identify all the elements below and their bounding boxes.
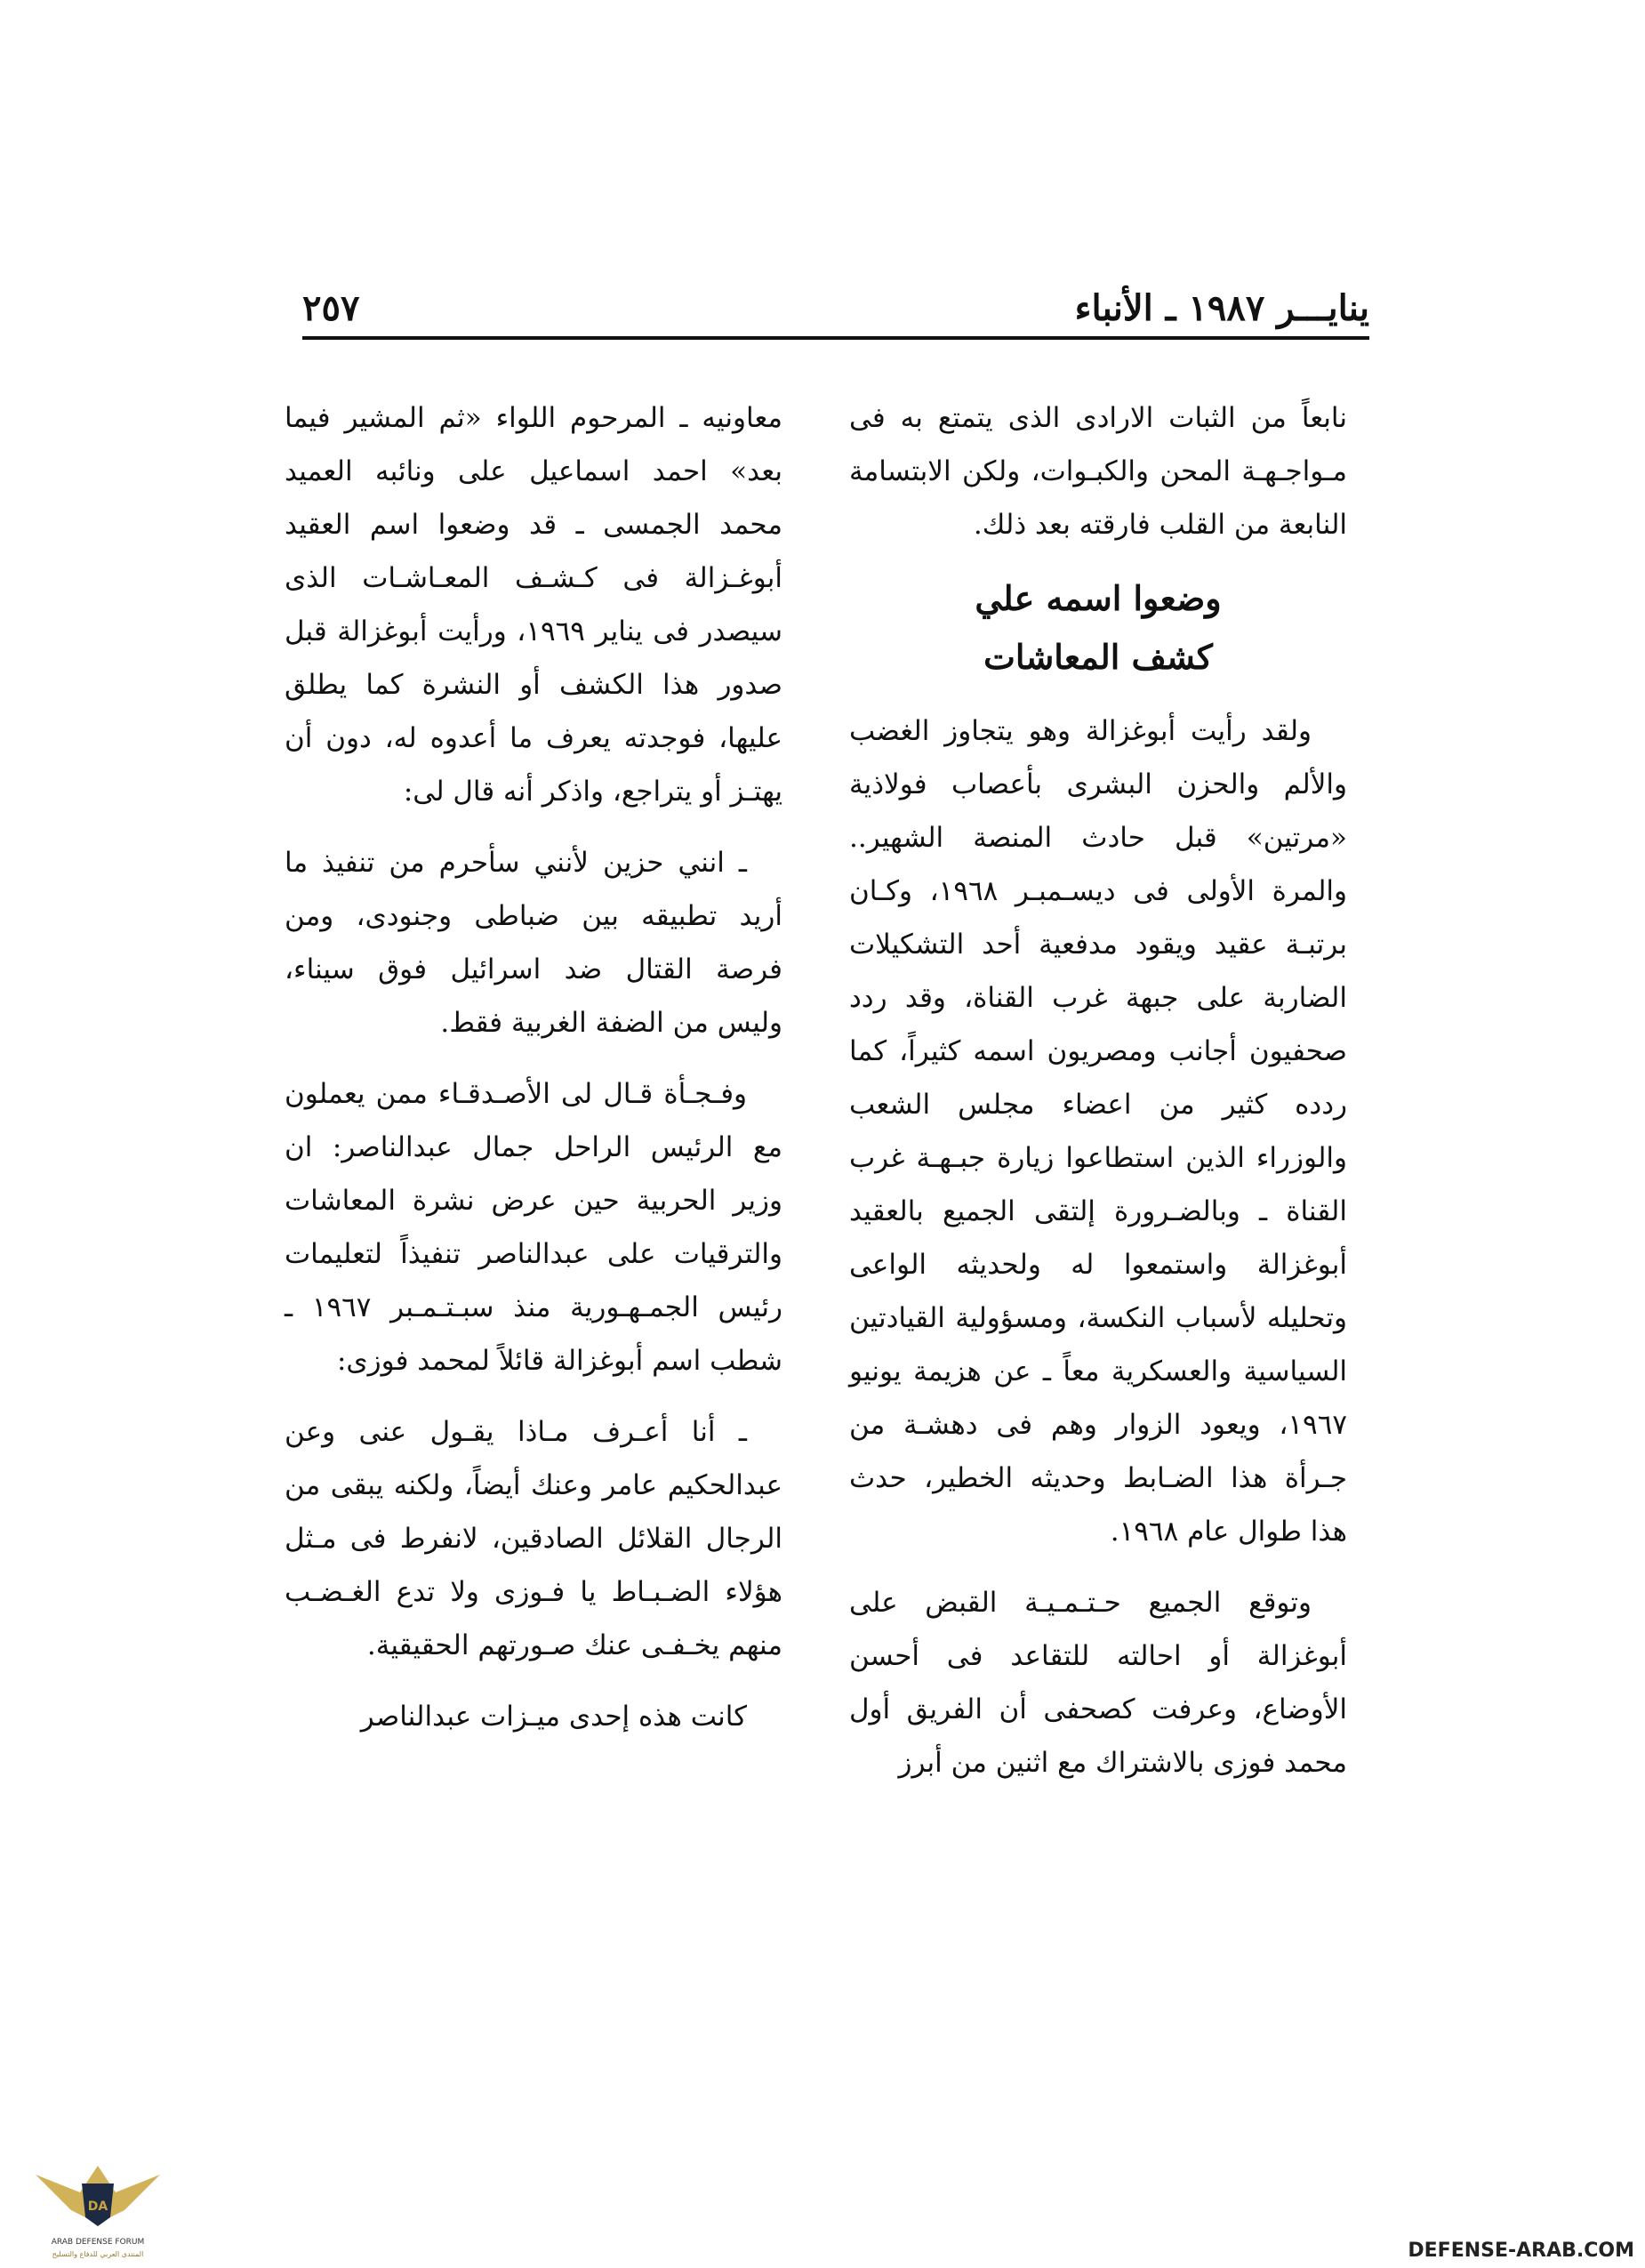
quote-paragraph: ـ انني حزين لأنني سأحرم من تنفيذ ما أريد تطبيقه بين ضباطى وجنودى، ومن فرصة القتال ضد اسرائيل فوق سيناء، وليس من الضفة الغربية فقط. [285,847,782,1039]
right-column [849,391,1347,1807]
paragraph: ولقد رأيت أبوغزالة وهو يتجاوز الغضب والألم والحزن البشرى بأعصاب فولاذية «مرتين» قبل حادث المنصة الشهير.. والمرة الأولى فى ديسـمبـر ١٩٦٨، وكـان برتبـة عقيد ويقود مدفعية أحد التشكيلات الضاربة على جبهة غرب القناة، وقد ردد صحفيون أجانب ومصريون اسمه كثيراً، كما ردده كثير من اعضاء مجلس الشعب والوزراء الذين استطاعوا زيارة جبـهـة غرب القناة ـ وبالضـرورة إلتقى الجميع بالعقيد أبوغزالة واستمعوا له ولحديثه الواعى وتحليله لأسباب النكسة، ومسؤولية القيادتين السياسية والعسكرية معاً ـ عن هزيمة يونيو ١٩٦٧، ويعود الزوار وهم فى دهشـة من جـرأة هذا الضـابط وحديثه الخطير، حدث هذا طوال عام ١٩٦٨. [849,715,1347,1548]
svg-text:المنتدى العربي للدفاع والتسليح: المنتدى العربي للدفاع والتسليح [52,2250,144,2258]
left-column [285,391,782,1761]
paragraph: كانت هذه إحدى ميـزات عبدالناصر [360,1701,747,1733]
section-heading [849,569,1347,687]
paragraph: وفـجـأة قـال لى الأصـدقـاء ممن يعملون مع الرئيس الراحل جمال عبدالناصر: ان وزير الحربية حين عرض نشرة المعاشات والترقيات على عبدالناصر تنفيذاً لتعليمات رئيس الجمـهـورية منذ سبـتـمـبر ١٩٦٧ ـ شطب اسم أبوغزالة قائلاً لمحمد فوزى: [285,1078,783,1377]
svg-text:ARAB DEFENSE FORUM: ARAB DEFENSE FORUM [51,2238,145,2247]
page-number: ٢٥٧ [302,287,360,329]
section-heading-line: وضعوا اسمه علي [975,578,1222,618]
paragraph: معاونيه ـ المرحوم اللواء «ثم المشير فيما بعد» احمد اسماعيل على ونائبه العميد محمد الجمسى ـ قد وضعوا اسم العقيد أبوغـزالة فى كـشـف المعـاشـات الذى سيصدر فى يناير ١٩٦٩، ورأيت أبوغزالة قبل صدور هذا الكشف أو النشرة كما يطلق عليها، فوجدته يعرف ما أعدوه له، دون أن يهتـز أو يتراجع، واذكر أنه قال لى: [285,402,782,808]
svg-text:DA: DA [87,2200,108,2214]
watermark-site-url: DEFENSE-ARAB.COM [1408,2240,1634,2262]
running-header [302,276,1369,329]
section-heading-line: كشف المعاشات [983,637,1213,677]
header-rule [302,336,1369,340]
paragraph: وتوقع الجميع حـتـمـيـة القبض على أبوغزالة أو احالته للتقاعد فى أحسن الأوضاع، وعرفت كصحفى أن الفريق أول محمد فوزى بالاشتراك مع اثنين من أبرز [849,1587,1347,1779]
header-title: ينايـــر ١٩٨٧ ـ الأنباء [1074,287,1369,329]
paragraph: نابعاً من الثبات الارادى الذى يتمتع به فى مـواجـهـة المحن والكبـوات، ولكن الابتسامة النابعة من القلب فارقته بعد ذلك. [849,402,1347,541]
forum-logo-icon [18,2148,178,2264]
quote-paragraph: ـ أنا أعـرف مـاذا يقـول عنى وعن عبدالحكيم عامر وعنك أيضاً، ولكنه يبقى من الرجال القلائل الصادقين، لانفرط فى مـثل هؤلاء الضـبـاط يا فـوزى ولا تدع الغـضـب منهم يخـفـى عنك صـورتهم الحقيقية. [285,1416,782,1661]
